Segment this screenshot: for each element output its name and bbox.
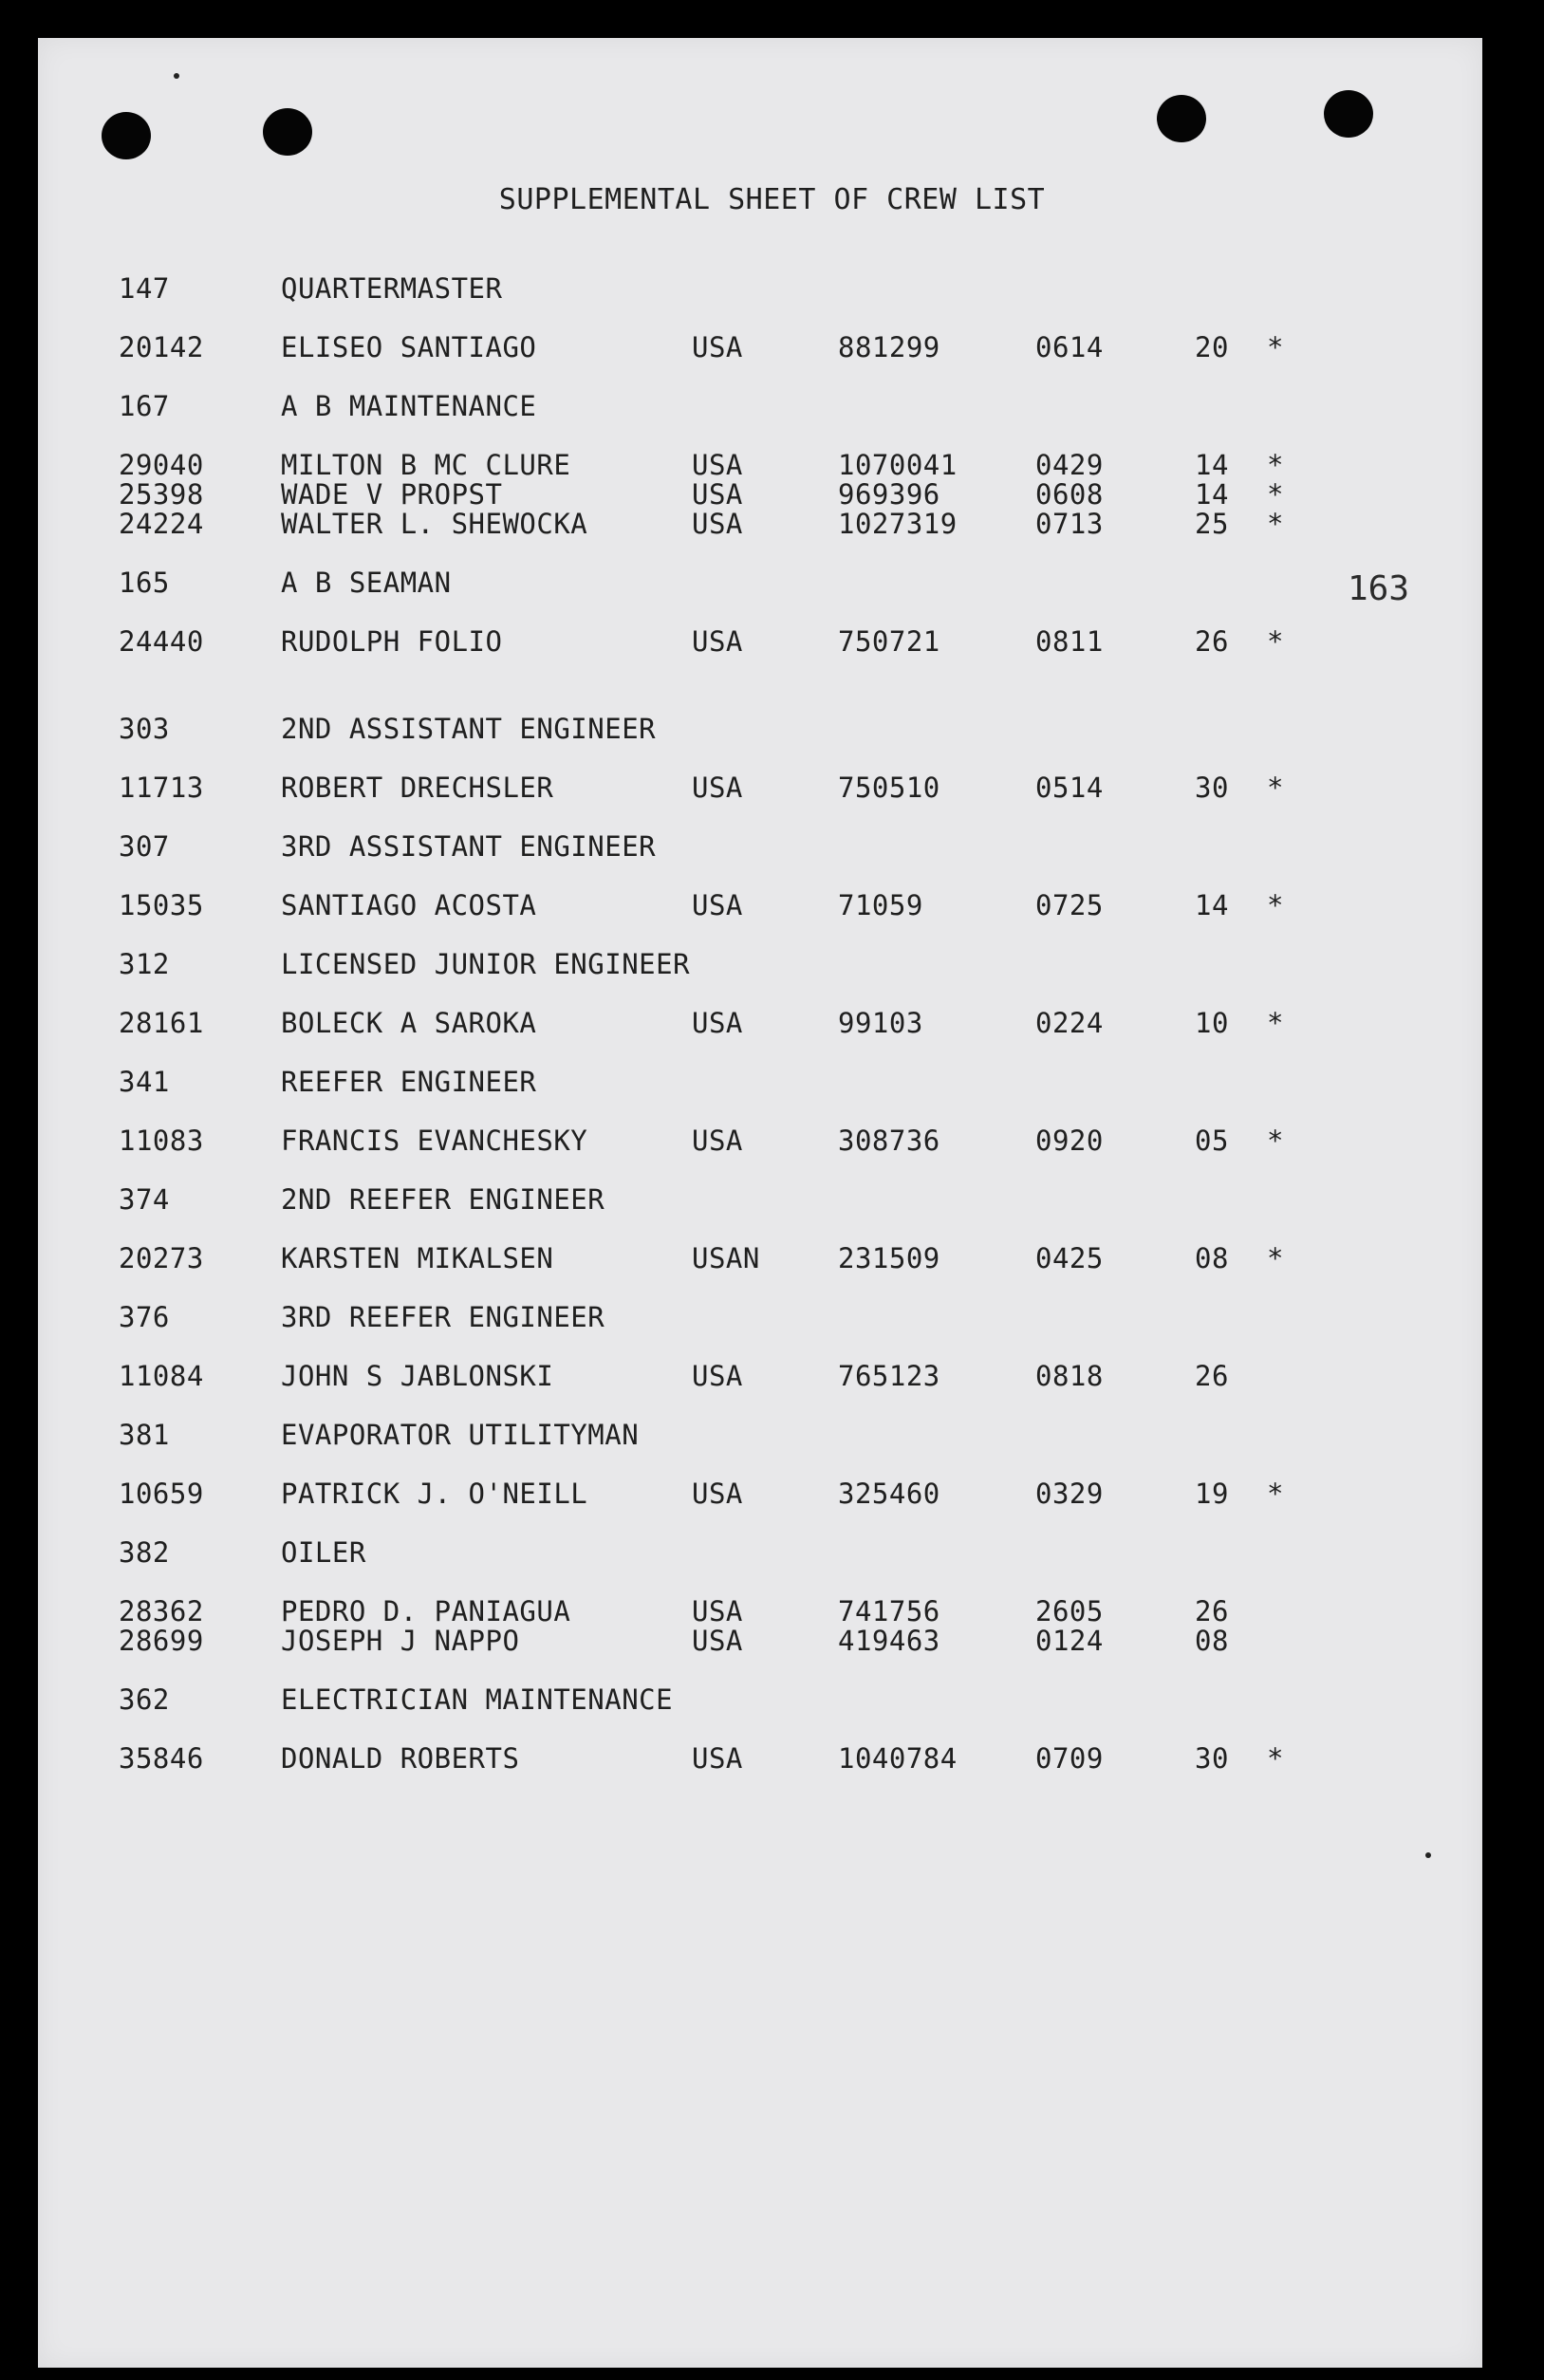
- crew-id: 11713: [119, 772, 204, 804]
- crew-name: ROBERT DRECHSLER: [281, 772, 554, 804]
- section-header: [0, 1683, 1544, 1714]
- crew-id: 20142: [119, 331, 204, 363]
- crew-mark: *: [1267, 889, 1284, 921]
- crew-id: 25398: [119, 478, 204, 511]
- section-header: [0, 713, 1544, 743]
- section-header: [0, 830, 1544, 861]
- crew-id: 24224: [119, 508, 204, 540]
- ink-speck: [174, 73, 179, 79]
- crew-name: DONALD ROBERTS: [281, 1742, 520, 1775]
- crew-date: 0713: [1035, 508, 1104, 540]
- crew-row: [0, 449, 1544, 479]
- crew-name: ELISEO SANTIAGO: [281, 331, 537, 363]
- crew-mark: *: [1267, 1478, 1284, 1510]
- position-title: A B MAINTENANCE: [281, 390, 537, 422]
- crew-id: 24440: [119, 625, 204, 658]
- crew-number: 25: [1195, 508, 1229, 540]
- crew-mark: *: [1267, 1242, 1284, 1274]
- section-header: [0, 1419, 1544, 1449]
- crew-number: 20: [1195, 331, 1229, 363]
- crew-certificate: 1070041: [838, 449, 958, 481]
- position-code: 362: [119, 1683, 170, 1716]
- position-code: 167: [119, 390, 170, 422]
- crew-date: 0124: [1035, 1625, 1104, 1657]
- crew-nationality: USA: [692, 772, 743, 804]
- punch-hole-left-2: [263, 108, 312, 156]
- crew-id: 28161: [119, 1007, 204, 1039]
- crew-nationality: USA: [692, 508, 743, 540]
- crew-id: 11083: [119, 1125, 204, 1157]
- position-title: 3RD REEFER ENGINEER: [281, 1301, 605, 1333]
- crew-name: SANTIAGO ACOSTA: [281, 889, 537, 921]
- crew-number: 08: [1195, 1625, 1229, 1657]
- crew-certificate: 99103: [838, 1007, 923, 1039]
- crew-mark: *: [1267, 449, 1284, 481]
- section-header: [0, 390, 1544, 420]
- section-header: [0, 1536, 1544, 1567]
- crew-row: [0, 1360, 1544, 1390]
- crew-id: 11084: [119, 1360, 204, 1392]
- crew-name: WALTER L. SHEWOCKA: [281, 508, 588, 540]
- section-header: [0, 948, 1544, 978]
- crew-certificate: 419463: [838, 1625, 940, 1657]
- crew-name: JOSEPH J NAPPO: [281, 1625, 520, 1657]
- crew-date: 0425: [1035, 1242, 1104, 1274]
- crew-number: 30: [1195, 1742, 1229, 1775]
- crew-nationality: USA: [692, 1625, 743, 1657]
- crew-row: [0, 508, 1544, 538]
- section-header: [0, 1183, 1544, 1214]
- position-title: ELECTRICIAN MAINTENANCE: [281, 1683, 674, 1716]
- crew-name: PEDRO D. PANIAGUA: [281, 1595, 571, 1627]
- crew-number: 10: [1195, 1007, 1229, 1039]
- crew-row: [0, 1125, 1544, 1155]
- crew-id: 29040: [119, 449, 204, 481]
- crew-certificate: 325460: [838, 1478, 940, 1510]
- position-code: 312: [119, 948, 170, 980]
- crew-name: FRANCIS EVANCHESKY: [281, 1125, 588, 1157]
- section-header: [0, 567, 1544, 597]
- crew-certificate: 231509: [838, 1242, 940, 1274]
- position-title: LICENSED JUNIOR ENGINEER: [281, 948, 691, 980]
- crew-certificate: 1040784: [838, 1742, 958, 1775]
- position-title: 3RD ASSISTANT ENGINEER: [281, 830, 657, 863]
- position-title: EVAPORATOR UTILITYMAN: [281, 1419, 640, 1451]
- crew-name: JOHN S JABLONSKI: [281, 1360, 554, 1392]
- section-header: [0, 272, 1544, 303]
- crew-number: 14: [1195, 478, 1229, 511]
- crew-date: 0811: [1035, 625, 1104, 658]
- crew-row: [0, 1595, 1544, 1626]
- position-code: 341: [119, 1066, 170, 1098]
- crew-number: 14: [1195, 449, 1229, 481]
- crew-certificate: 750721: [838, 625, 940, 658]
- crew-mark: *: [1267, 772, 1284, 804]
- crew-certificate: 881299: [838, 331, 940, 363]
- crew-nationality: USA: [692, 1478, 743, 1510]
- crew-name: RUDOLPH FOLIO: [281, 625, 503, 658]
- document-title: SUPPLEMENTAL SHEET OF CREW LIST: [498, 183, 1046, 216]
- section-header: [0, 1301, 1544, 1331]
- crew-id: 28362: [119, 1595, 204, 1627]
- position-code: 147: [119, 272, 170, 305]
- crew-row: [0, 1625, 1544, 1655]
- crew-nationality: USA: [692, 1595, 743, 1627]
- crew-certificate: 71059: [838, 889, 923, 921]
- position-code: 376: [119, 1301, 170, 1333]
- position-title: OILER: [281, 1536, 366, 1569]
- crew-date: 2605: [1035, 1595, 1104, 1627]
- crew-nationality: USA: [692, 331, 743, 363]
- position-code: 307: [119, 830, 170, 863]
- crew-number: 26: [1195, 1360, 1229, 1392]
- position-code: 381: [119, 1419, 170, 1451]
- section-header: [0, 1066, 1544, 1096]
- crew-row: [0, 331, 1544, 362]
- crew-certificate: 1027319: [838, 508, 958, 540]
- crew-date: 0608: [1035, 478, 1104, 511]
- crew-date: 0920: [1035, 1125, 1104, 1157]
- crew-row: [0, 772, 1544, 802]
- crew-date: 0614: [1035, 331, 1104, 363]
- crew-number: 30: [1195, 772, 1229, 804]
- position-title: 2ND REEFER ENGINEER: [281, 1183, 605, 1216]
- punch-hole-right-2: [1324, 90, 1373, 138]
- crew-mark: *: [1267, 508, 1284, 540]
- crew-number: 14: [1195, 889, 1229, 921]
- crew-nationality: USA: [692, 449, 743, 481]
- crew-nationality: USAN: [692, 1242, 760, 1274]
- crew-certificate: 969396: [838, 478, 940, 511]
- crew-name: KARSTEN MIKALSEN: [281, 1242, 554, 1274]
- crew-nationality: USA: [692, 625, 743, 658]
- position-title: QUARTERMASTER: [281, 272, 503, 305]
- crew-row: [0, 1742, 1544, 1773]
- crew-nationality: USA: [692, 889, 743, 921]
- crew-date: 0224: [1035, 1007, 1104, 1039]
- crew-nationality: USA: [692, 1007, 743, 1039]
- position-title: REEFER ENGINEER: [281, 1066, 537, 1098]
- position-code: 382: [119, 1536, 170, 1569]
- crew-date: 0329: [1035, 1478, 1104, 1510]
- crew-nationality: USA: [692, 478, 743, 511]
- position-code: 374: [119, 1183, 170, 1216]
- crew-mark: *: [1267, 625, 1284, 658]
- crew-row: [0, 1007, 1544, 1037]
- crew-mark: *: [1267, 478, 1284, 511]
- crew-date: 0725: [1035, 889, 1104, 921]
- crew-date: 0514: [1035, 772, 1104, 804]
- crew-id: 20273: [119, 1242, 204, 1274]
- position-code: 303: [119, 713, 170, 745]
- ink-speck: [1425, 1852, 1431, 1858]
- crew-row: [0, 478, 1544, 509]
- crew-certificate: 750510: [838, 772, 940, 804]
- punch-hole-right-1: [1157, 95, 1206, 142]
- crew-name: BOLECK A SAROKA: [281, 1007, 537, 1039]
- crew-number: 26: [1195, 1595, 1229, 1627]
- crew-number: 05: [1195, 1125, 1229, 1157]
- page-number: 163: [1348, 569, 1410, 608]
- crew-nationality: USA: [692, 1360, 743, 1392]
- crew-id: 35846: [119, 1742, 204, 1775]
- crew-mark: *: [1267, 331, 1284, 363]
- position-code: 165: [119, 567, 170, 599]
- crew-nationality: USA: [692, 1742, 743, 1775]
- crew-name: PATRICK J. O'NEILL: [281, 1478, 588, 1510]
- crew-mark: *: [1267, 1007, 1284, 1039]
- crew-row: [0, 1242, 1544, 1273]
- crew-id: 15035: [119, 889, 204, 921]
- crew-certificate: 308736: [838, 1125, 940, 1157]
- crew-mark: *: [1267, 1125, 1284, 1157]
- position-title: 2ND ASSISTANT ENGINEER: [281, 713, 657, 745]
- position-title: A B SEAMAN: [281, 567, 452, 599]
- crew-number: 08: [1195, 1242, 1229, 1274]
- crew-number: 19: [1195, 1478, 1229, 1510]
- crew-mark: *: [1267, 1742, 1284, 1775]
- crew-date: 0709: [1035, 1742, 1104, 1775]
- crew-certificate: 741756: [838, 1595, 940, 1627]
- crew-row: [0, 1478, 1544, 1508]
- crew-row: [0, 625, 1544, 656]
- crew-id: 10659: [119, 1478, 204, 1510]
- crew-date: 0429: [1035, 449, 1104, 481]
- punch-hole-left-1: [102, 112, 151, 159]
- crew-id: 28699: [119, 1625, 204, 1657]
- crew-number: 26: [1195, 625, 1229, 658]
- crew-certificate: 765123: [838, 1360, 940, 1392]
- crew-nationality: USA: [692, 1125, 743, 1157]
- crew-date: 0818: [1035, 1360, 1104, 1392]
- crew-name: MILTON B MC CLURE: [281, 449, 571, 481]
- crew-row: [0, 889, 1544, 920]
- crew-name: WADE V PROPST: [281, 478, 503, 511]
